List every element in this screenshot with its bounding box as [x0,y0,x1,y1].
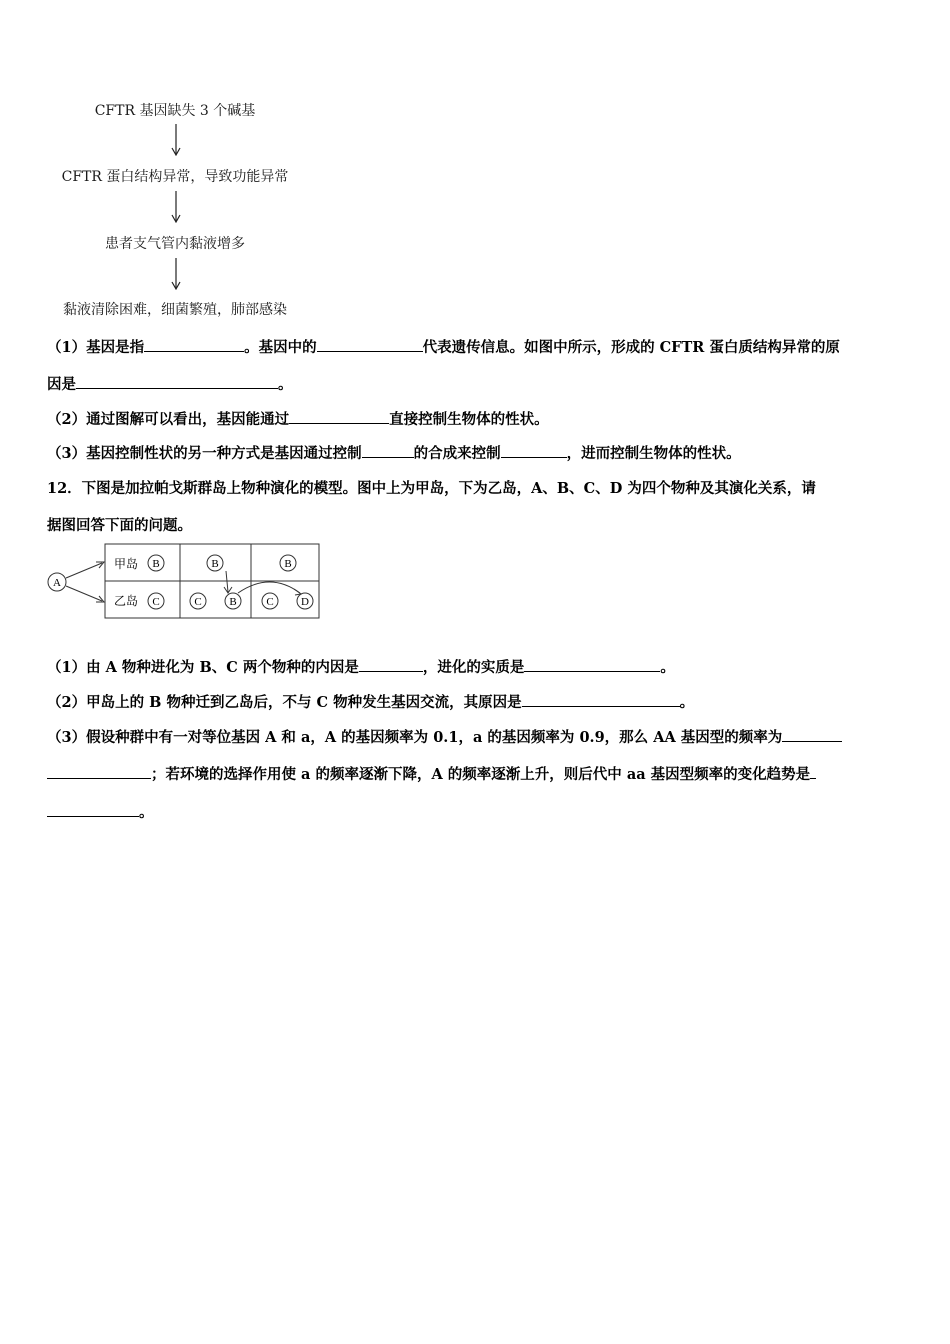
down-arrow-icon [170,258,182,290]
answer-blank[interactable] [524,657,660,672]
flow-step-4: 黏液清除困难，细菌繁殖，肺部感染 [63,302,287,318]
q11-p2-text: （2）通过图解可以看出，基因能通过 [47,411,290,428]
species-bottom-4: C [266,596,274,608]
flow-step-2: CFTR 蛋白结构异常，导致功能异常 [61,169,289,185]
down-arrow-icon [170,191,182,223]
q11-part2 [47,408,549,429]
q11-p1-text: 代表遗传信息。如图中所示，形成的 CFTR 蛋白质结构异常的原 [422,339,840,356]
arrow-a-to-top [66,563,102,578]
q12-p1-text: 。 [660,659,675,676]
species-bottom-1: C [152,596,160,608]
answer-blank[interactable] [359,657,423,672]
island-evolution-diagram [44,541,322,621]
answer-blank[interactable] [289,409,389,424]
species-top-1: B [152,558,160,570]
q12-stem-line2 [47,514,192,535]
q12-p3-text: （3）假设种群中有一对等位基因 A 和 a，A 的基因频率为 0.1，a 的基因频率为 0.9，那么 AA 基因型的频率为 [47,729,783,746]
q11-p1-text: 。 [278,376,293,393]
q11-p1-text: 因是 [47,376,76,393]
q12-part3-line2 [47,763,816,784]
species-label-a: A [53,577,61,589]
species-top-3: B [284,558,292,570]
cftr-flowchart [44,94,306,322]
q11-p1-text: （1）基因是指 [47,339,145,356]
q12-p1-text: ，进化的实质是 [422,659,525,676]
species-bottom-2: C [194,596,202,608]
q12-stem-text: 据图回答下面的问题。 [47,517,192,534]
q12-part1 [47,656,675,677]
answer-blank[interactable] [522,692,680,707]
answer-blank[interactable] [76,374,278,389]
flow-step-3: 患者支气管内黏液增多 [105,236,245,252]
q12-p2-text: 。 [679,694,695,711]
q12-p3-text: 。 [139,804,154,821]
flow-step-1: CFTR 基因缺失 3 个碱基 [94,103,256,119]
q11-part3 [47,442,741,463]
species-top-2: B [211,558,219,570]
q12-p3-text: ；若环境的选择作用使 a 的频率逐渐下降，A 的频率逐渐上升，则后代中 aa 基因型频率的变化趋势是 [151,766,811,783]
q11-p3-text: 的合成来控制 [413,445,501,462]
answer-blank[interactable] [501,443,567,458]
down-arrow-icon [170,124,182,156]
q12-stem-line1 [47,477,816,498]
species-bottom-3: B [229,596,237,608]
q11-p3-text: （3）基因控制性状的另一种方式是基因通过控制 [47,445,362,462]
evolution-curve-arrow [238,582,300,593]
q11-p1-text: 。基因中的 [244,339,317,356]
species-bottom-5: D [301,596,309,608]
q11-p3-text: ，进而控制生物体的性状。 [566,445,741,462]
answer-blank[interactable] [317,337,423,352]
answer-blank[interactable] [782,727,842,742]
island-label-top: 甲岛 [114,557,139,571]
q11-part1-line1 [47,336,840,357]
q12-stem-text: 12．下图是加拉帕戈斯群岛上物种演化的模型。图中上为甲岛，下为乙岛，A、B、C、D 为四个物种及其演化关系，请 [47,480,816,497]
arrow-a-to-bottom [66,586,102,601]
answer-blank[interactable] [47,802,139,817]
answer-blank[interactable] [47,764,151,779]
answer-blank[interactable] [810,764,816,779]
q11-part1-line2 [47,373,293,394]
q11-p2-text: 直接控制生物体的性状。 [389,411,549,428]
q12-p2-text: （2）甲岛上的 B 物种迁到乙岛后，不与 C 物种发生基因交流，其原因是 [47,694,522,711]
q12-p1-text: （1）由 A 物种进化为 B、C 两个物种的内因是 [47,659,359,676]
q12-part2 [47,691,694,712]
answer-blank[interactable] [144,337,244,352]
answer-blank[interactable] [362,443,414,458]
island-label-bottom: 乙岛 [114,594,139,608]
q12-part3-line3 [47,801,154,822]
q12-part3-line1 [47,726,842,747]
